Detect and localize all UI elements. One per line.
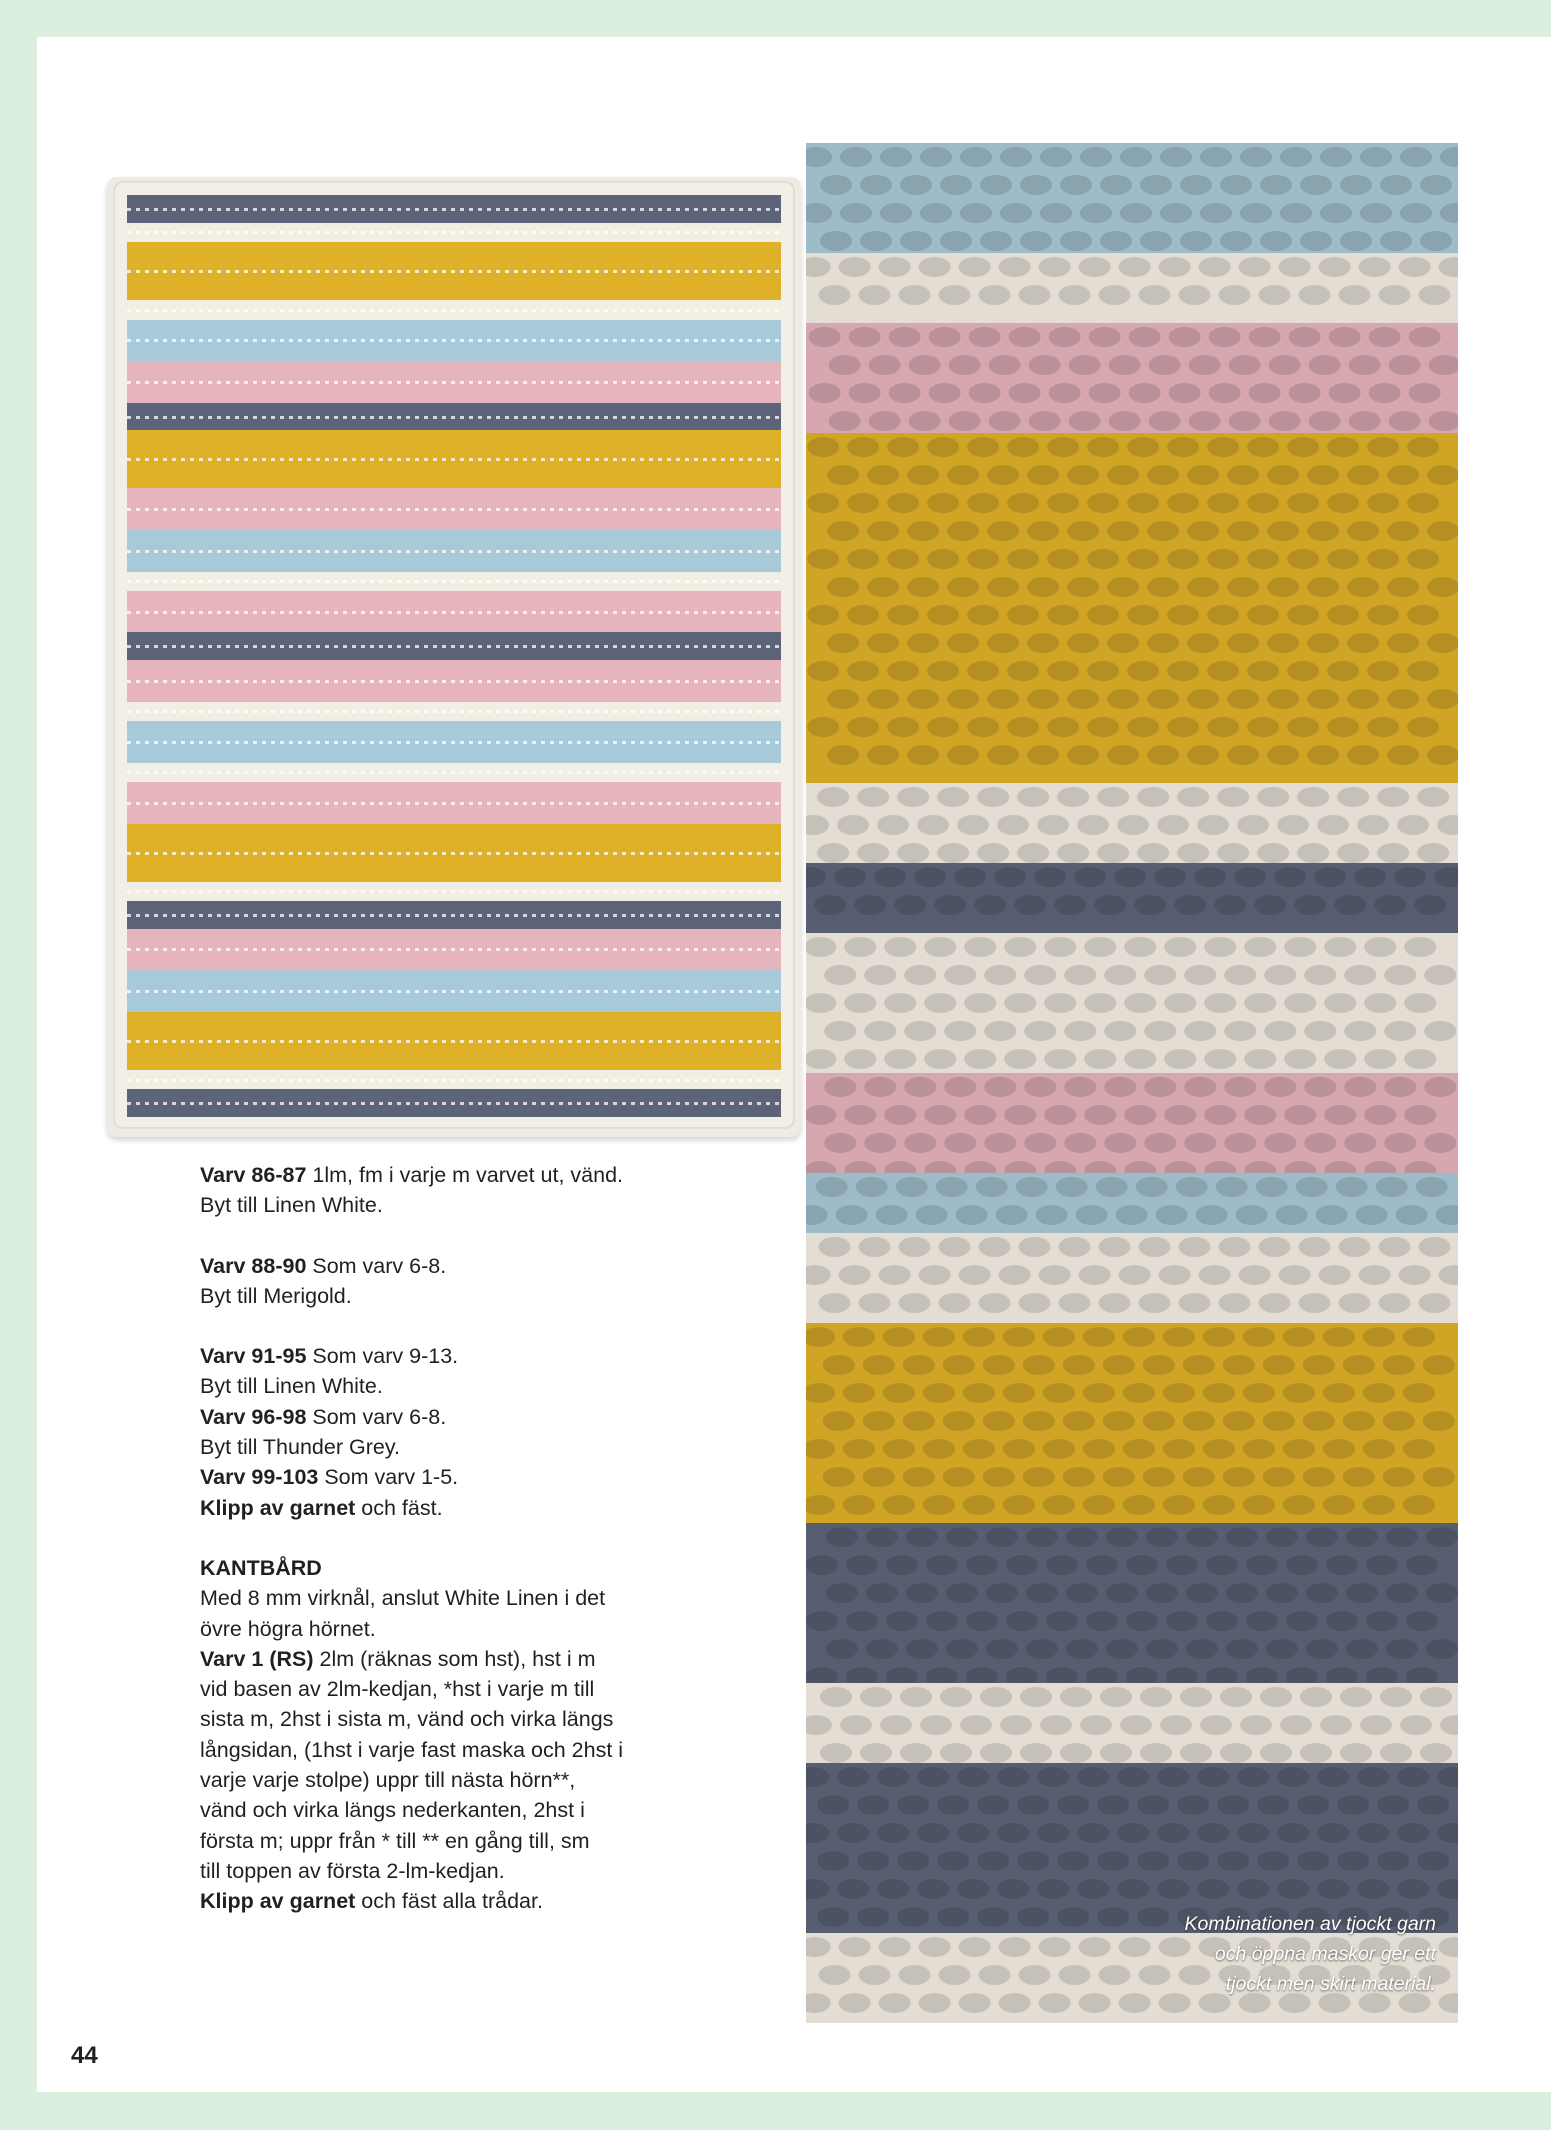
- instruction-text: 1lm, fm i varje m varvet ut, vänd.: [306, 1163, 624, 1187]
- caption-line-2: och öppna maskor ger ett: [1214, 1943, 1436, 1965]
- instruction-line: [200, 1160, 720, 1190]
- instruction-line: [200, 1190, 720, 1220]
- blanket-stripe-blue: [127, 530, 781, 572]
- blanket-stripe-white: [127, 763, 781, 782]
- instruction-line: [200, 1402, 720, 1432]
- blanket-stripe-pink: [127, 929, 781, 971]
- instruction-line: [200, 1674, 720, 1704]
- instruction-text: långsidan, (1hst i varje fast maska och 2hst i: [200, 1737, 624, 1762]
- instruction-text: till toppen av första 2-lm-kedjan.: [200, 1858, 505, 1883]
- blanket-stripe-white: [127, 572, 781, 591]
- instruction-text: och fäst alla trådar.: [355, 1889, 543, 1914]
- instruction-line: [200, 1432, 720, 1462]
- paragraph-gap: [200, 1311, 720, 1341]
- instruction-line: [200, 1371, 720, 1401]
- instruction-label: Varv 91-95: [200, 1344, 307, 1369]
- closeup-photo: [806, 143, 1458, 2023]
- blanket-stripe-grey: [127, 901, 781, 929]
- magazine-page: [37, 37, 1551, 2092]
- instruction-line: [200, 1614, 720, 1644]
- instruction-label: KANTBÅRD: [200, 1555, 322, 1580]
- caption-line-3: tjockt men skirt material.: [1225, 1973, 1436, 1995]
- instruction-text: 2lm (räknas som hst), hst i m: [313, 1646, 596, 1671]
- blanket: [113, 181, 795, 1129]
- instruction-line: [200, 1251, 720, 1281]
- photo-shading: [806, 143, 1458, 2023]
- instruction-label: Klipp av garnet: [200, 1495, 356, 1520]
- instruction-line: [200, 1735, 720, 1765]
- instruction-text: Med 8 mm virknål, anslut White Linen i det: [200, 1586, 606, 1611]
- instruction-text: Som varv 1-5.: [318, 1465, 459, 1490]
- paragraph-gap: [200, 1221, 720, 1251]
- instruction-label: Klipp av garnet: [200, 1889, 356, 1914]
- blanket-stripe-pink: [127, 591, 781, 633]
- instruction-label: Varv 1 (RS): [200, 1646, 314, 1671]
- blanket-stripe-pink: [127, 361, 781, 403]
- blanket-stripe-white: [127, 300, 781, 319]
- instruction-line: [200, 1341, 720, 1371]
- striped-blanket-photo: [103, 171, 805, 1137]
- instruction-line: [200, 1553, 720, 1583]
- blanket-stripe-yellow: [127, 1012, 781, 1070]
- paragraph-gap: [200, 1523, 720, 1553]
- instruction-text: Byt till Thunder Grey.: [200, 1435, 400, 1460]
- instruction-label: Varv 88-90: [200, 1253, 307, 1278]
- instruction-text: varje varje stolpe) uppr till nästa hörn**,: [200, 1768, 576, 1793]
- instruction-text: och fäst.: [355, 1495, 443, 1520]
- caption-line-1: Kombinationen av tjockt garn: [1184, 1913, 1436, 1935]
- blanket-stripe-pink: [127, 782, 781, 824]
- instruction-line: [200, 1493, 720, 1523]
- instruction-label: Varv 96-98: [200, 1404, 307, 1429]
- instruction-label: Varv 86-87: [200, 1163, 307, 1187]
- blanket-stripe-pink: [127, 660, 781, 702]
- instruction-text: Byt till Merigold.: [200, 1283, 352, 1308]
- blanket-stripe-white: [127, 702, 781, 721]
- blanket-stripe-white: [127, 223, 781, 242]
- blanket-stripe-blue: [127, 970, 781, 1012]
- instruction-text: Som varv 6-8.: [306, 1253, 447, 1278]
- instruction-line: [200, 1644, 720, 1674]
- blanket-stripe-pink: [127, 488, 781, 530]
- blanket-stripe-grey: [127, 403, 781, 431]
- instruction-line: [200, 1795, 720, 1825]
- blanket-stripe-grey: [127, 195, 781, 223]
- instruction-line: [200, 1765, 720, 1795]
- instruction-label: Varv 99-103: [200, 1465, 319, 1490]
- blanket-stripe-yellow: [127, 824, 781, 882]
- instruction-text: övre högra hörnet.: [200, 1616, 376, 1641]
- blanket-stripe-yellow: [127, 430, 781, 488]
- blanket-stripe-blue: [127, 721, 781, 763]
- instruction-text: Som varv 9-13.: [306, 1344, 459, 1369]
- instruction-line: [200, 1281, 720, 1311]
- photo-caption: [1136, 1909, 1436, 1999]
- instruction-text: vid basen av 2lm-kedjan, *hst i varje m till: [200, 1677, 595, 1702]
- instruction-line: [200, 1704, 720, 1734]
- instruction-line: [200, 1856, 720, 1886]
- instruction-text: Byt till Linen White.: [200, 1374, 383, 1399]
- blanket-stripe-yellow: [127, 242, 781, 300]
- instruction-text: sista m, 2hst i sista m, vänd och virka längs: [200, 1707, 614, 1732]
- blanket-stripes: [127, 195, 781, 1115]
- instruction-text: Byt till Linen White.: [200, 1193, 383, 1218]
- blanket-stripe-white: [127, 1070, 781, 1089]
- instruction-text: Som varv 6-8.: [306, 1404, 447, 1429]
- page-number: 44: [71, 2042, 98, 2069]
- instruction-text: vänd och virka längs nederkanten, 2hst i: [200, 1798, 585, 1823]
- blanket-stripe-grey: [127, 1089, 781, 1117]
- pattern-instructions: [200, 1160, 720, 1917]
- instruction-line: [200, 1462, 720, 1492]
- instruction-text: första m; uppr från * till ** en gång till, sm: [200, 1828, 590, 1853]
- instruction-line: [200, 1886, 720, 1916]
- blanket-stripe-grey: [127, 632, 781, 660]
- blanket-stripe-blue: [127, 320, 781, 362]
- closeup-crochet-texture: [806, 143, 1458, 2023]
- blanket-stripe-white: [127, 882, 781, 901]
- instruction-line: [200, 1826, 720, 1856]
- instruction-line: [200, 1583, 720, 1613]
